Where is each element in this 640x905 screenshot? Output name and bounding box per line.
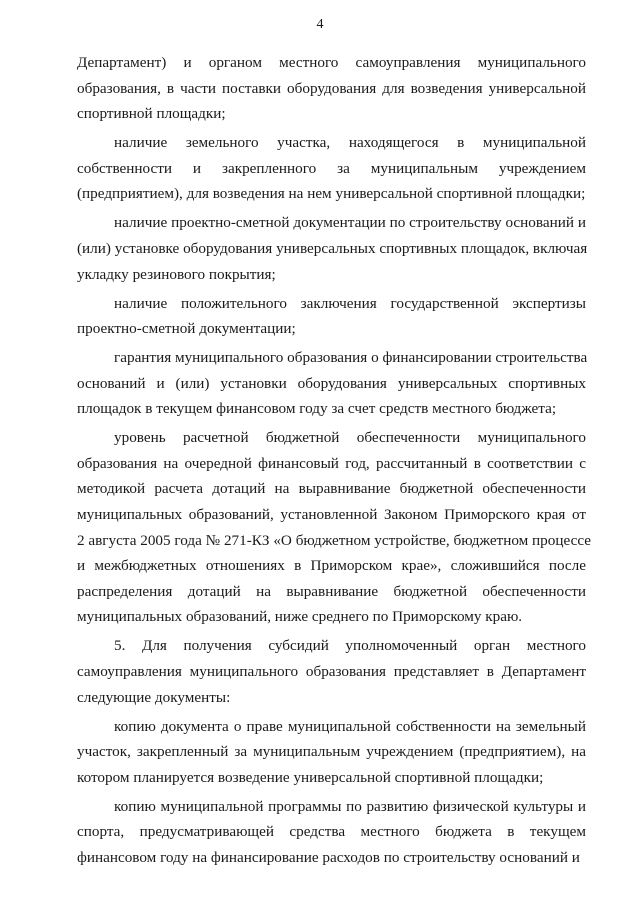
text-line: методикой расчета дотаций на выравнивание бюджетной обеспеченности bbox=[77, 480, 586, 498]
text-line: наличие проектно-сметной документации по строительству оснований и bbox=[114, 214, 586, 232]
text-line: Департамент) и органом местного самоуправления муниципального bbox=[77, 54, 586, 71]
text-line: копию документа о праве муниципальной собственности на земельный bbox=[114, 717, 586, 735]
text-line: образования на очередной финансовый год, рассчитанный в соответствии с bbox=[77, 454, 586, 472]
text-line: копию муниципальной программы по развитию физической культуры и bbox=[114, 797, 586, 815]
text-line: собственности и закрепленного за муниципальным учреждением bbox=[77, 159, 586, 177]
text-line: образования, в части поставки оборудования для возведения универсальной bbox=[77, 79, 586, 97]
text-line: 2 августа 2005 года № 271-КЗ «О бюджетном устройстве, бюджетном процессе bbox=[77, 531, 592, 549]
paragraph bbox=[77, 714, 586, 791]
paragraph bbox=[77, 210, 586, 287]
text-line: участок, закрепленный за муниципальным учреждением (предприятием), на bbox=[77, 743, 586, 761]
document-body bbox=[77, 50, 592, 874]
text-line: (предприятием), для возведения на нем универсальной спортивной площадки; bbox=[77, 185, 586, 203]
paragraph bbox=[77, 794, 586, 871]
text-line: (или) установке оборудования универсальных спортивных площадок, включая bbox=[77, 239, 588, 257]
text-line: спорта, предусматривающей средства местного бюджета в текущем bbox=[77, 823, 586, 841]
text-line: и межбюджетных отношениях в Приморском крае», сложившийся после bbox=[77, 557, 586, 575]
text-line: площадок в текущем финансовом году за счет средств местного бюджета; bbox=[77, 400, 557, 418]
page-number: 4 bbox=[316, 17, 324, 32]
text-line: муниципальных образований, установленной Законом Приморского края от bbox=[77, 506, 586, 524]
paragraph bbox=[77, 50, 586, 127]
text-line: укладку резинового покрытия; bbox=[77, 265, 276, 283]
paragraph bbox=[77, 291, 586, 342]
text-line: наличие положительного заключения государственной экспертизы bbox=[114, 294, 586, 312]
text-line: самоуправления муниципального образования представляет в Департамент bbox=[77, 663, 586, 680]
paragraph bbox=[77, 633, 586, 710]
text-line: котором планируется возведение универсальной спортивной площадки; bbox=[77, 768, 544, 786]
text-line: распределения дотаций на выравнивание бюджетной обеспеченности bbox=[77, 582, 586, 600]
paragraph bbox=[77, 425, 592, 630]
paragraph bbox=[77, 345, 586, 422]
text-line: оснований и (или) установки оборудования универсальных спортивных bbox=[77, 374, 586, 392]
text-line: муниципальных образований, ниже среднего по Приморскому краю. bbox=[77, 608, 523, 626]
text-line: уровень расчетной бюджетной обеспеченности муниципального bbox=[114, 429, 586, 447]
text-line: 5. Для получения субсидий уполномоченный орган местного bbox=[114, 637, 586, 655]
text-line: следующие документы: bbox=[77, 688, 231, 706]
text-line: гарантия муниципального образования о финансировании строительства bbox=[114, 349, 588, 367]
text-line: проектно-сметной документации; bbox=[77, 320, 296, 338]
text-line: спортивной площадки; bbox=[77, 105, 226, 123]
text-line: наличие земельного участка, находящегося в муниципальной bbox=[114, 134, 586, 152]
text-line: финансовом году на финансирование расходов по строительству оснований и bbox=[77, 848, 580, 866]
paragraph bbox=[77, 130, 586, 207]
